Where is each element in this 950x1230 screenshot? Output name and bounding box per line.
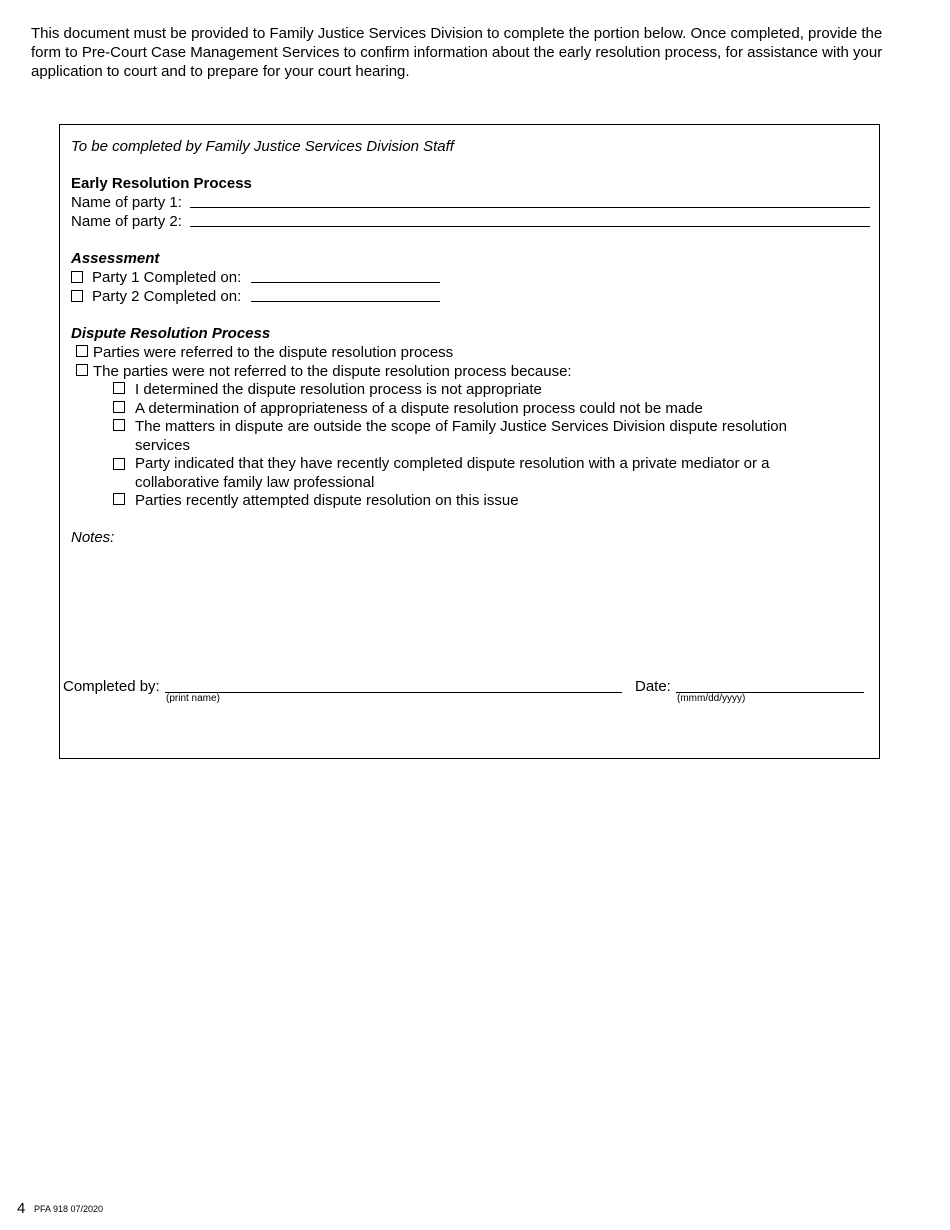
dispute-heading: Dispute Resolution Process: [71, 325, 271, 342]
notes-label: Notes:: [71, 529, 115, 546]
party2-completed-date-field[interactable]: [251, 301, 440, 302]
referred-checkbox[interactable]: [76, 345, 88, 357]
page-number: 4: [17, 1200, 26, 1217]
reason-private-mediator-label-cont: collaborative family law professional: [135, 474, 375, 491]
staff-heading: To be completed by Family Justice Services Division Staff: [71, 138, 454, 155]
staff-section-box: [59, 124, 880, 759]
completed-by-label: Completed by:: [63, 678, 160, 695]
reason-no-determination-checkbox[interactable]: [113, 401, 125, 413]
form-code: PFA 918 07/2020: [34, 1204, 104, 1214]
print-name-hint: (print name): [166, 693, 220, 704]
party1-name-label: Name of party 1:: [71, 194, 182, 211]
reason-outside-scope-checkbox[interactable]: [113, 419, 125, 431]
party1-completed-label: Party 1 Completed on:: [92, 269, 242, 286]
party1-completed-date-field[interactable]: [251, 282, 440, 283]
party2-name-field[interactable]: [190, 226, 870, 227]
not-referred-checkbox[interactable]: [76, 364, 88, 376]
party2-name-label: Name of party 2:: [71, 213, 182, 230]
reason-recently-attempted-label: Parties recently attempted dispute resolution on this issue: [135, 492, 519, 509]
reason-outside-scope-label-cont: services: [135, 437, 191, 454]
not-referred-label: The parties were not referred to the dispute resolution process because:: [93, 363, 572, 380]
party2-completed-checkbox[interactable]: [71, 290, 83, 302]
party1-completed-checkbox[interactable]: [71, 271, 83, 283]
completed-by-name-field[interactable]: [165, 692, 622, 693]
early-resolution-heading: Early Resolution Process: [71, 175, 252, 192]
reason-private-mediator-checkbox[interactable]: [113, 458, 125, 470]
reason-no-determination-label: A determination of appropriateness of a dispute resolution process could not be made: [135, 400, 703, 417]
assessment-heading: Assessment: [71, 250, 160, 267]
reason-not-appropriate-label: I determined the dispute resolution process is not appropriate: [135, 381, 542, 398]
party1-name-field[interactable]: [190, 207, 870, 208]
intro-paragraph: This document must be provided to Family Justice Services Division to complete the portion below. Once completed, provide the form to Pre-Court Case Management Services to confirm information about the early resolution process, for assistance with your application to court and to prepare for your court hearing.: [31, 25, 883, 80]
reason-recently-attempted-checkbox[interactable]: [113, 493, 125, 505]
reason-outside-scope-label: The matters in dispute are outside the scope of Family Justice Services Division dispute resolution: [135, 418, 787, 435]
party2-completed-label: Party 2 Completed on:: [92, 288, 242, 305]
date-label: Date:: [635, 678, 671, 695]
referred-label: Parties were referred to the dispute resolution process: [93, 344, 454, 361]
reason-not-appropriate-checkbox[interactable]: [113, 382, 125, 394]
reason-private-mediator-label: Party indicated that they have recently completed dispute resolution with a private mediator or a: [135, 455, 770, 472]
date-format-hint: (mmm/dd/yyyy): [677, 693, 746, 704]
